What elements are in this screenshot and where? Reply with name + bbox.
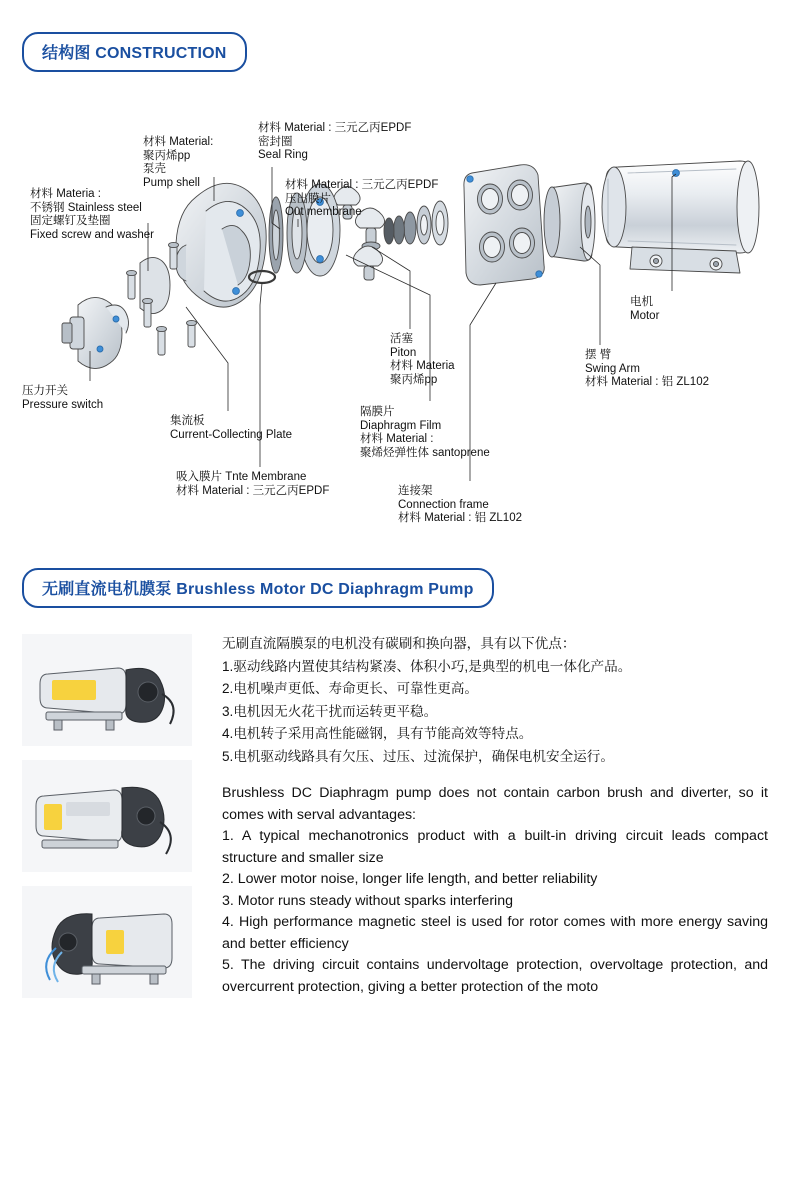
section-header-pump — [22, 568, 494, 608]
en-intro: Brushless DC Diaphragm pump does not contain carbon brush and diverter, so it comes with serval advantages: — [222, 785, 768, 823]
cn-item-2: 2.电机噪声更低、寿命更长、可靠性更高。 — [222, 681, 479, 696]
cn-item-4: 4.电机转子采用高性能磁钢，具有节能高效等特点。 — [222, 726, 533, 741]
label-pressure-switch: 压力开关 Pressure switch — [22, 385, 104, 411]
en-item-4: 4. High performance magnetic steel is used for rotor comes with more energy saving and better efficiency — [222, 914, 768, 952]
label-seal-ring: 材料 Material : 三元乙丙EPDF 密封圈 Seal Ring — [258, 122, 412, 161]
section-header-pump-cn: 无刷直流电机膜泵 — [42, 581, 177, 598]
cn-intro: 无刷直流隔膜泵的电机没有碳刷和换向器，具有以下优点： — [222, 636, 576, 651]
label-swing-arm: 摆 臂 Swing Arm 材料 Material : 铝 ZL102 — [585, 349, 709, 388]
en-item-2: 2. Lower motor noise, longer life length, and better reliability — [222, 871, 598, 887]
section-header-pump-en: Brushless Motor DC Diaphragm Pump — [176, 581, 474, 598]
pump-description-text — [212, 612, 768, 1132]
label-fixed-screw-and-washer: 材料 Materia : 不锈钢 Stainless steel 固定螺钉及垫圈 Fixed screw and washer — [30, 188, 154, 241]
en-description-block — [222, 783, 768, 998]
pump-photo-3 — [22, 886, 192, 998]
label-connection-frame: 连接架 Connection frame 材料 Material : 铝 ZL102 — [398, 485, 522, 524]
label-current-collecting-plate: 集流板 Current-Collecting Plate — [170, 415, 293, 441]
en-item-5: 5. The driving circuit contains undervoltage protection, overvoltage protection, and overcurrent protection, giving a better protection of the moto — [222, 957, 768, 995]
cn-item-5: 5.电机驱动线路具有欠压、过压、过流保护，确保电机安全运行。 — [222, 748, 614, 764]
pump-photo-list — [22, 612, 212, 1132]
en-item-1: 1. A typical mechanotronics product with a built-in driving circuit leads compact structure and smaller size — [222, 828, 768, 866]
en-item-3: 3. Motor runs steady without sparks interfering — [222, 892, 513, 909]
label-piton: 活塞 Piton 材料 Materia 聚丙烯pp — [390, 333, 455, 386]
cn-item-1: 1.驱动线路内置使其结构紧凑、体积小巧,是典型的机电一体化产品。 — [222, 658, 632, 674]
section-header-construction-cn: 结构图 — [42, 45, 96, 62]
label-inlet-membrane: 吸入膜片 Tnte Membrane 材料 Material : 三元乙丙EPDF — [176, 471, 330, 497]
pump-description-section — [0, 612, 790, 1132]
section-header-construction — [22, 32, 247, 72]
label-pump-shell: 材料 Material: 聚丙烯pp 泵壳 Pump shell — [143, 136, 214, 189]
label-diaphragm-film: 隔膜片 Diaphragm Film 材料 Material : 聚烯烃弹性体 santoprene — [360, 406, 490, 459]
label-motor: 电机 Motor — [630, 296, 660, 322]
section-header-construction-en: CONSTRUCTION — [95, 45, 227, 62]
label-out-membrane: 材料 Material : 三元乙丙EPDF 压出膜片 Out membrane — [285, 179, 439, 218]
exploded-view-illustration — [0, 95, 790, 550]
construction-exploded-diagram — [0, 95, 790, 550]
pump-photo-2 — [22, 760, 192, 872]
pump-photo-1 — [22, 634, 192, 746]
cn-item-3: 3.电机因无火花干扰而运转更平稳。 — [222, 703, 438, 719]
